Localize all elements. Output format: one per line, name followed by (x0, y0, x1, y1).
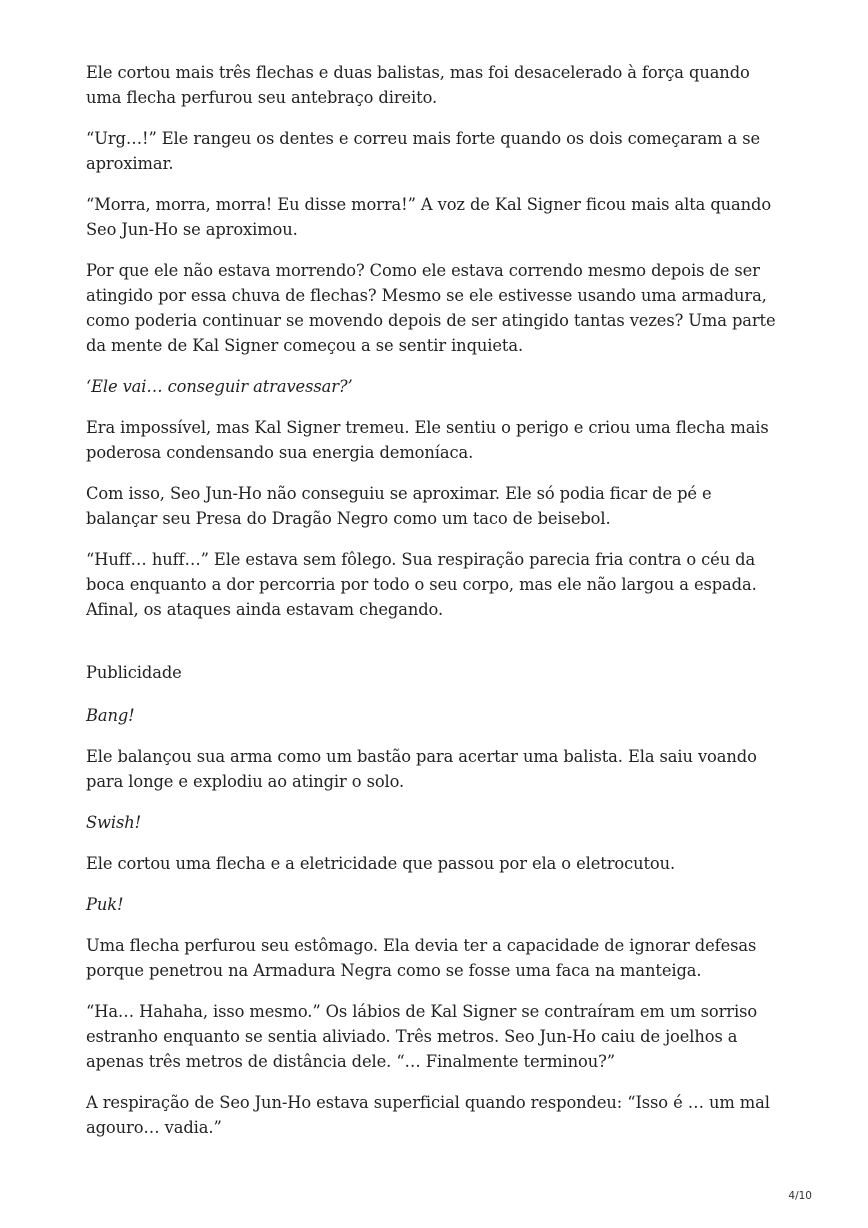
paragraph: Uma flecha perfurou seu estômago. Ela devia ter a capacidade de ignorar defesas porque penetrou na Armadura Negra como se fosse uma faca na manteiga. (86, 936, 757, 980)
advertisement-label: Publicidade (86, 663, 182, 682)
sound-effect: Bang! (86, 706, 135, 725)
paragraph: Com isso, Seo Jun-Ho não conseguiu se aproximar. Ele só podia ficar de pé e balançar seu Presa do Dragão Negro como um taco de beisebol. (86, 484, 712, 528)
paragraph: Ele cortou mais três flechas e duas balistas, mas foi desacelerado à força quando uma flecha perfurou seu antebraço direito. (86, 63, 750, 107)
paragraph: Por que ele não estava morrendo? Como ele estava correndo mesmo depois de ser atingido por essa chuva de flechas? Mesmo se ele estivesse usando uma armadura, como poderia continuar se movendo depois de ser atingido tantas vezes? Uma parte da mente de Kal Signer começou a se sentir inquieta. (86, 261, 776, 355)
paragraph: Ele balançou sua arma como um bastão para acertar uma balista. Ela saiu voando para longe e explodiu ao atingir o solo. (86, 747, 757, 791)
paragraph: A respiração de Seo Jun-Ho estava superficial quando respondeu: “Isso é … um mal agouro… vadia.” (86, 1093, 770, 1137)
paragraph: Ele cortou uma flecha e a eletricidade que passou por ela o eletrocutou. (86, 854, 676, 873)
paragraph: Era impossível, mas Kal Signer tremeu. Ele sentiu o perigo e criou uma flecha mais poderosa condensando sua energia demoníaca. (86, 418, 769, 462)
sound-effect: Swish! (86, 813, 142, 832)
page-number: 4/10 (788, 1190, 812, 1202)
document-page (86, 60, 786, 1156)
paragraph-thought: ‘Ele vai… conseguir atravessar?’ (86, 377, 353, 396)
paragraph: “Urg…!” Ele rangeu os dentes e correu mais forte quando os dois começaram a se aproximar. (86, 129, 760, 173)
paragraph: “Ha… Hahaha, isso mesmo.” Os lábios de Kal Signer se contraíram em um sorriso estranho enquanto se sentia aliviado. Três metros. Seo Jun-Ho caiu de joelhos a apenas três metros de distância dele. “… Finalmente terminou?” (86, 1002, 758, 1071)
sound-effect: Puk! (86, 895, 124, 914)
paragraph: “Huff… huff…” Ele estava sem fôlego. Sua respiração parecia fria contra o céu da boca enquanto a dor percorria por todo o seu corpo, mas ele não largou a espada. Afinal, os ataques ainda estavam chegando. (86, 550, 757, 619)
paragraph: “Morra, morra, morra! Eu disse morra!” A voz de Kal Signer ficou mais alta quando Seo Jun-Ho se aproximou. (86, 195, 772, 239)
